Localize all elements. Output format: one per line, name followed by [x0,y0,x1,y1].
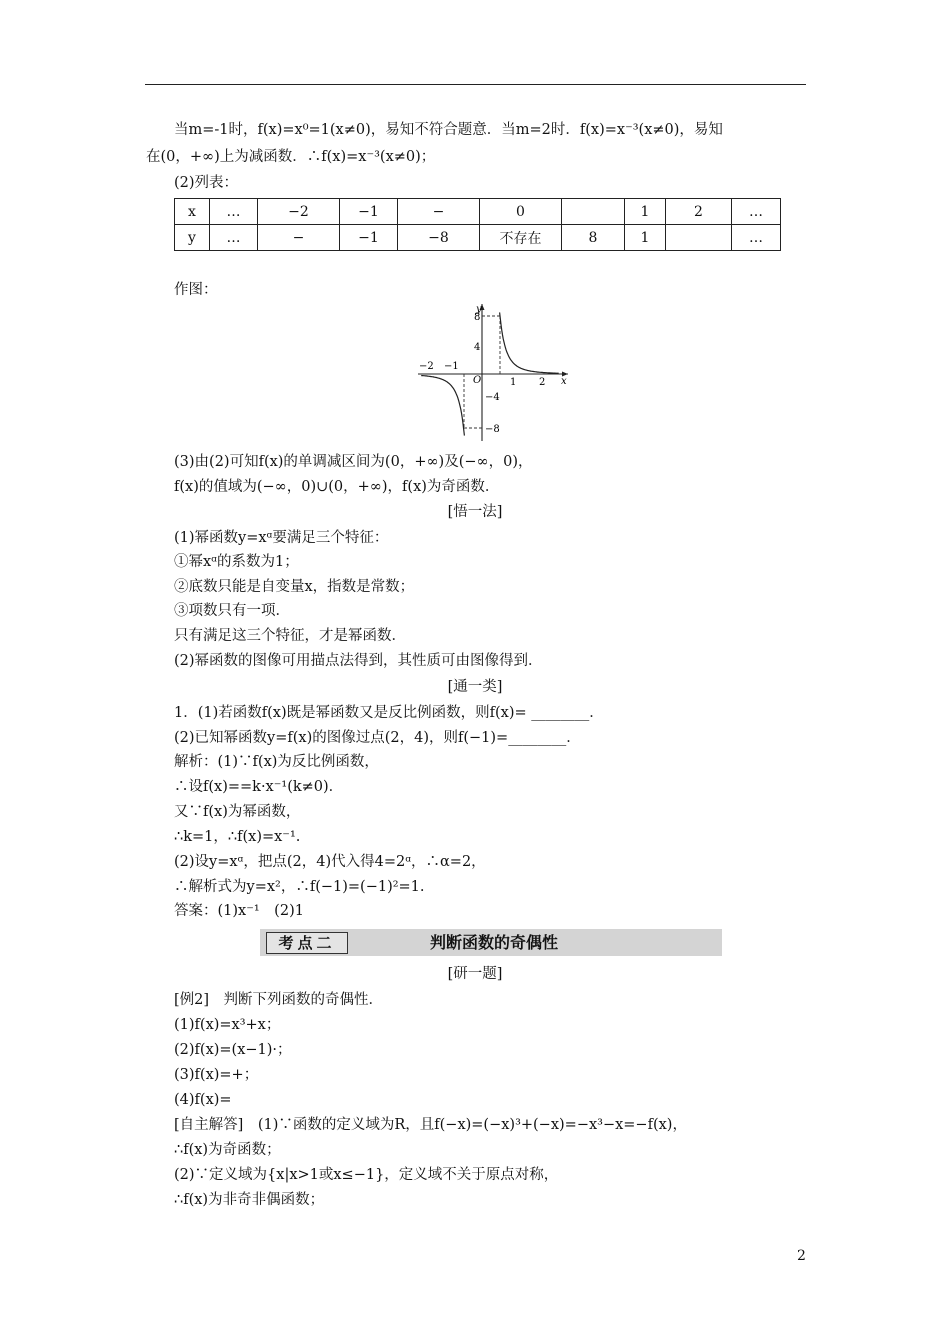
y-axis-label: y [476,304,482,315]
tong-yi-lei-line: 解析：(1)∵f(x)为反比例函数， [174,754,379,770]
power-function-graph [418,302,573,442]
yan-yi-ti-line: ∴f(x)为奇函数； [174,1142,281,1158]
curve-positive-branch [500,312,559,373]
table-cell: 1 [625,199,666,225]
table-cell: − [258,225,340,251]
tong-yi-lei-heading: [通一类] [447,679,503,695]
tong-yi-lei-line: 1．(1)若函数f(x)既是幂函数又是反比例函数，则f(x)= ________． [174,705,604,721]
yan-yi-ti-line: ∴f(x)为非奇非偶函数； [174,1192,325,1208]
yan-yi-ti-line: (4)f(x)= [174,1092,232,1108]
table-cell: … [210,199,258,225]
table-cell: 1 [625,225,666,251]
part3-line1: (3)由(2)可知f(x)的单调减区间为(0，+∞)及(−∞，0)， [174,454,533,470]
yan-yi-ti-line: [例2] 判断下列函数的奇偶性． [174,992,384,1008]
tong-yi-lei-line: 答案：(1)x⁻¹ (2)1 [174,903,304,919]
y-tick-label: 4 [474,342,481,353]
y-tick-label: −4 [485,392,500,403]
wu-yi-fa-line: ③项数只有一项． [174,603,290,619]
wu-yi-fa-line: (2)幂函数的图像可用描点法得到，其性质可由图像得到． [174,653,543,669]
wu-yi-fa-line: 只有满足这三个特征，才是幂函数． [174,628,406,644]
table-cell: y [175,225,210,251]
table-intro: (2)列表： [174,175,239,191]
yan-yi-ti-line: [自主解答] (1)∵函数的定义域为R，且f(−x)=(−x)³+(−x)=−x³−x=−f(x)， [174,1117,687,1133]
yan-yi-ti-line: (2)∵定义域为{x|x>1或x≤−1}，定义域不关于原点对称， [174,1167,559,1183]
paragraph1-line1: 当m=-1时，f(x)=x⁰=1(x≠0)，易知不符合题意．当m=2时．f(x)=x⁻³(x≠0)，易知 [174,122,723,138]
yan-yi-ti-line: (1)f(x)=x³+x； [174,1017,281,1033]
tong-yi-lei-line: ∴k=1，∴f(x)=x⁻¹. [174,829,301,845]
table-cell: x [175,199,210,225]
x-tick-label: 2 [539,377,546,388]
table-cell: −2 [258,199,340,225]
tong-yi-lei-line: (2)已知幂函数y=f(x)的图像过点(2，4)，则f(−1)=________． [174,730,581,746]
table-row-x [175,199,781,225]
wu-yi-fa-line: ②底数只能是自变量x，指数是常数； [174,579,415,595]
banner-title: 判断函数的奇偶性 [430,933,559,952]
value-table [174,198,781,251]
tong-yi-lei-line: 又∵f(x)为幂函数， [174,804,301,820]
table-cell: 8 [562,225,625,251]
wu-yi-fa-line: (1)幂函数y=xᵅ要满足三个特征： [174,530,389,546]
table-cell: − [398,199,480,225]
paragraph1-line2: 在(0，+∞)上为减函数．∴f(x)=x⁻³(x≠0)； [146,149,436,165]
table-cell [666,225,732,251]
wu-yi-fa-line: ①幂xᵅ的系数为1； [174,554,299,570]
table-row-y [175,225,781,251]
yan-yi-ti-heading: [研一题] [447,966,503,982]
x-axis-label: x [561,376,567,387]
table-cell: … [732,225,781,251]
tong-yi-lei-line: ∴设f(x)==k·x⁻¹(k≠0)． [174,779,344,795]
table-cell: −1 [340,199,398,225]
x-tick-label: −1 [444,361,459,372]
yan-yi-ti-line: (3)f(x)=+； [174,1067,259,1083]
part3-line2: f(x)的值域为(−∞，0)∪(0，+∞)，f(x)为奇函数． [174,479,500,495]
wu-yi-fa-heading: [悟一法] [447,504,503,520]
y-tick-label: −8 [485,424,500,435]
table-cell: 2 [666,199,732,225]
tong-yi-lei-line: ∴解析式为y=x²，∴f(−1)=(−1)²=1. [174,879,425,895]
tong-yi-lei-line: (2)设y=xᵅ，把点(2，4)代入得4=2ᵅ，∴α=2， [174,854,486,870]
page-number: 2 [797,1248,806,1264]
table-cell: −1 [340,225,398,251]
table-cell: … [732,199,781,225]
table-cell: 不存在 [480,225,562,251]
table-cell: −8 [398,225,480,251]
table-cell: … [210,225,258,251]
origin-label: O [473,375,482,386]
x-tick-label: 1 [510,377,517,388]
x-tick-label: −2 [419,361,434,372]
figure-label: 作图： [174,282,218,298]
section-banner [260,929,722,956]
curve-negative-branch [421,376,464,436]
table-cell [562,199,625,225]
table-cell: 0 [480,199,562,225]
banner-label: 考点二 [266,932,348,954]
y-tick-label: 8 [474,312,481,323]
yan-yi-ti-line: (2)f(x)=(x−1)·； [174,1042,292,1058]
header-rule [145,84,806,85]
